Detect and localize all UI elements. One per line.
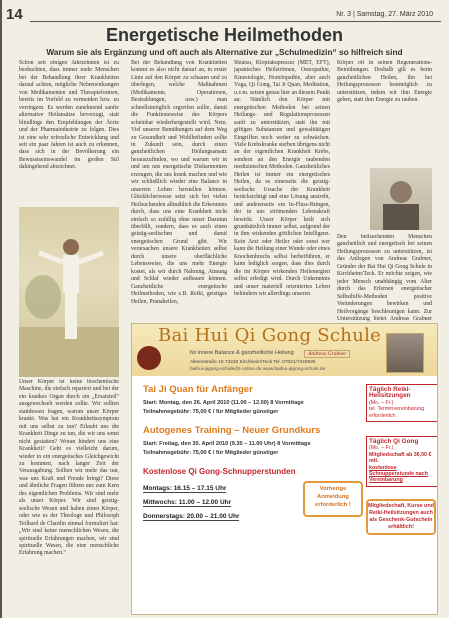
registration-note: Vorherige Anmeldung erforderlich ! xyxy=(303,481,363,517)
slot-thursday-text: Donnerstags: 20.00 – 21.00 Uhr xyxy=(143,513,240,520)
slot-monday-text: Montags: 16.15 – 17.15 Uhr xyxy=(143,485,227,492)
reiki-days: (Mo. – Fr.) xyxy=(369,399,394,406)
ad-portrait xyxy=(386,333,424,373)
school-logo xyxy=(137,346,161,370)
autogenes-start: Start: Freitag, den 30. April 2010 (9.30 – 11.00 Uhr) 8 Vormittage xyxy=(143,441,311,447)
qigong-days: (Mo. – Fr.) xyxy=(369,445,394,452)
article-col-3: Shiatsu, Klopfakupressur (MET, EFT), japanisches Heilströmen, Osteopathie, Kinesiologie, Homöopathie, aber auch Yoga, Qi Gong, Tai Ji Quan, Meditation, u.v.m. setzen genau hier an diesem Punkt an. Nämlich den Körper mit energetischen Methoden bei seinen Heilungs- und Regulationsprozessen sanft zu unterstützen, statt ihn mit giftigen Substanzen und gewalttätigen Eingriffen noch weiter zu schwächen. Viele Krebskranke sterben übrigens nicht an der eigentlichen Krankheit Krebs, sondern an den Energie raubenden medizinischen Methoden. Ganzheitliches Heilen ist immer ein energetisches Heilen, da es einerseits die geistig-seelische Ursache der Krankheit berücksichtigt und eine Lösung anstrebt, und andererseits ein In-Fluss-Bringen, der in uns strömenden Lebenskraft bewirkt. Unser Körper heilt sich grundsätzlich immer selbst, aufgrund der in ihm wirkenden göttlichen Intelligenz. Kein Arzt oder Heiler oder sonst wer kann die Heilung einer Wunde oder eines Knochenbruchs selbst herbeiführen, er kann lediglich sorgen, dass dies durch die im Körper wirkenden Heilenergien selbst erledigt wird. Durch Unkenntnis und unser materiell orientiertes Leben behindern wir allerdings unseren xyxy=(234,60,330,298)
qigong-title: Täglich Qi Gong xyxy=(369,438,419,445)
article-col-1b: Unser Körper ist keine biochemische Maschine, die einfach repariert und bei der ein krankes Organ durch ein „Ersatzteil“ ausgewechselt werden sollte. Wir sollten stattdessen fragen, warum unser Körper krankt. Was hat ein Krankheitssymptom mit uns selbst zu tun? Erlaubt uns die Krankheit Dinge zu tun, die wir uns sonst nicht gestatten? Woran hindert uns eine Krankheit? Geht es vielleicht darum, wieder in ein energetisches Gleichgewicht zu kommen, nach langer Zeit der Verausgabung. Sollten wir mehr das tun, was uns Kraft und Freude bringt? Diese und ähnliche Fragen führen uns zum Kern des eigentlichen Problems. Wir sind mehr als unser Körper. Wir sind geistig-seelische Wesen und haben einen Körper, oder wie es der Theologe und Philosoph Teilhard de Chardin einmal formuliert hat: „Wir sind keine menschlichen Wesen, die spirituelle Erfahrungen machen, wir sind spirituelle Wesen, die eine menschliche Erfahrung machen.“ xyxy=(19,379,119,557)
tai-ji-fee: Teilnahmegebühr: 75,00 € / für Mitglieder günstiger xyxy=(143,409,279,415)
autogenes-heading: Autogenes Training – Neuer Grundkurs xyxy=(143,425,321,436)
reiki-note: tel. Terminvereinbarung erforderlich xyxy=(369,406,425,419)
qigong-box xyxy=(366,436,438,487)
autogenes-fee: Teilnahmegebühr: 75,00 € / für Mitglieder günstiger xyxy=(143,450,279,456)
article-col-2: Bei der Behandlung von Krankheiten kommt es also nicht darauf an, in erster Linie auf den Körper zu schauen und zu überlegen, welche Maßnahmen (Medikamente, Operationen, Bestrahlungen, usw.) man schnellstmöglich ergreifen sollte, damit die Funktionsweise des Körpers scheinbar wiederhergestellt wird. Nein. Viel unserer Bemühungen auf dem Weg zu Gesundheit und Wohlbefinden sollte in Zukunft sein, durch einen ganzheitlichen Heilungsansatz herauszufinden, wo und warum wir in und um uns energetische Disharmonien erzeugen, die uns krank machen und wie wir schließlich wieder eine Balance in unserem Leben herstellen können. Glücklicherweise setzt sich bei vielen Heilsuchenden allmählich die Erkenntnis durch, dass uns eine Krankheit nicht einfach so zufällig ohne unser Dazutun überfällt, sondern, dass es auch einen geistig-seelischen und damit energetischen Grund gibt. Wir verursachen unsere Krankheiten selbst durch unsere oberflächliche Lebensweise, die uns mehr Energie kostet, als wir durch Nahrung, Atmung und Schlaf wieder aufbauen können. Ganzheitliche energetische Heilmethoden, wie z.B. Reiki, geistiges Heilen, Pranaheilen, xyxy=(131,60,227,305)
slot-thursday xyxy=(143,513,239,520)
article-col-4: Körper oft in seinen Regenerations-Bemühungen. Deshalb gilt es beim ganzheitlichen Heilen, ihn bei Heilungsprozessen bestmöglich zu unterstützen, indem wir ihm Energie geben, statt ihm Energie zu rauben. xyxy=(337,60,432,104)
ad-address: Alleenstraße 18 73230 Kirchheim/Teck Tel. 07021/7249635 xyxy=(190,360,316,365)
slot-wednesday xyxy=(143,499,231,506)
article-col-1: Schon seit einigen Jahrzehnten ist zu beobachten, dass immer mehr Menschen bei der Behandlung ihrer Krankheiten darauf achten, mögliche Nebenwirkungen von Medikamenten und Therapieformen, bereits im Vorfeld zu vermeiden bzw. zu verringern. Es werden zunehmend sanfte alternative Heilansätze bevorzugt, statt blindlings den Empfehlungen der Ärzte und der Pharmaindustrie zu folgen. Dies ist eine sehr erfreuliche Entwicklung und seit ein paar Jahren ist auch zu erkennen, dass sich in der Bevölkerung ein Bewusstseinswandel im großen Stil dahingehend abzeichnet. xyxy=(19,60,119,171)
slot-wednesday-text: Mittwochs: 11.00 – 12.00 Uhr xyxy=(143,499,232,506)
tai-ji-heading: Tai Ji Quan für Anfänger xyxy=(143,384,253,395)
header-rule xyxy=(30,21,441,22)
qigong-price: Mitgliedschaft ab 36,00 € mtl. xyxy=(369,451,432,465)
article-title: Energetische Heilmethoden xyxy=(105,25,344,45)
ad-tagline: für innere Balance & ganzheitliche Heilung xyxy=(190,350,294,356)
ad-web: baihui-qigong-schule@t-online.de www.baihui-qigong-schule.de xyxy=(190,367,326,372)
schnupper-heading: Kostenlose Qi Gong-Schnupperstunden xyxy=(143,467,296,476)
ad-person-name: Andreas Grabner xyxy=(304,350,350,358)
tai-ji-start: Start: Montag, den 26. April 2010 (11.00 – 12.00) 8 Vormittage xyxy=(143,400,304,406)
qigong-photo xyxy=(19,207,119,377)
slot-monday xyxy=(143,485,226,492)
portrait-photo xyxy=(370,168,432,230)
article-col-4b: Den heilsuchenden Menschen ganzheitlich und energetisch bei seinen Heilungsprozessen zu unterstützen, ist das Anliegen von Andreas Grabner, Gründer der Bai Hui Qi Gong Schule in Kirchheim/Teck. Er möchte zeigen, wie jeder Mensch unabhängig vom Alter durch das Erlernen energetischer Selbsthilfe-Methoden positive Veränderungen bewirken und Heilvorgänge beschleunigen kann. Zur Unterstützung bietet Andreas Grabner xyxy=(337,234,432,322)
issue-date: Nr. 3 | Samstag, 27. März 2010 xyxy=(336,11,433,18)
school-advertisement xyxy=(131,323,438,615)
article-subtitle: Warum sie als Ergänzung und oft auch als Alternative zur „Schulmedizin“ so hilfreich sind xyxy=(46,47,403,57)
binding-edge xyxy=(0,0,2,618)
page-number: 14 xyxy=(6,6,23,23)
reiki-box xyxy=(366,384,438,422)
reiki-title: Täglich Reiki-Heilsitzungen xyxy=(369,386,411,400)
ad-school-name: Bai Hui Qi Gong Schule xyxy=(158,325,382,346)
voucher-box: Mitgliedschaft, Kurse und Reiki-Heilsitzungen auch als Geschenk-Gutschein erhältlich! xyxy=(366,499,436,535)
qigong-note: kostenlose Schnupperstunde nach Vereinbarung xyxy=(369,464,428,484)
